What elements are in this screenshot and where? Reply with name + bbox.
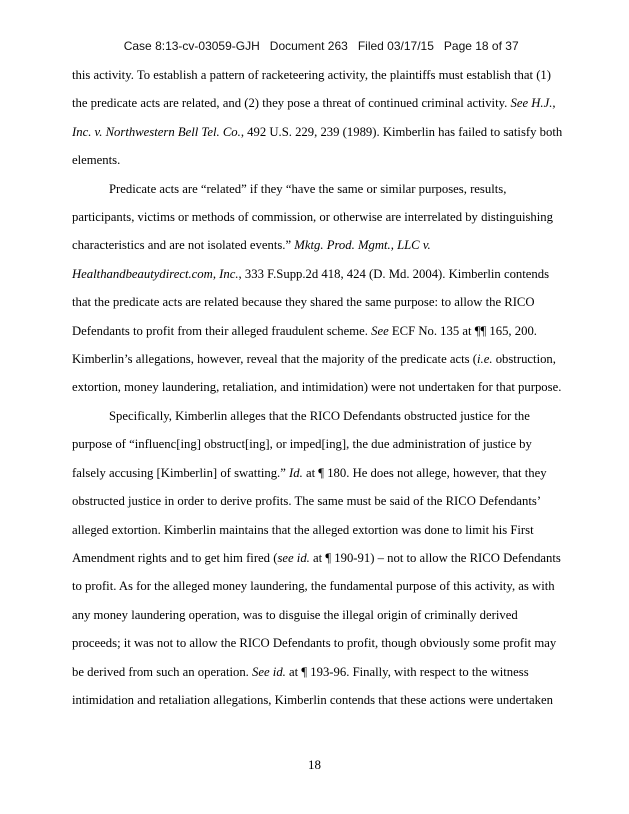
text-line — [72, 629, 564, 657]
text-segment: any money laundering operation, was to disguise the illegal origin of criminally derived — [72, 607, 518, 622]
text-segment: this activity. To establish a pattern of racketeering activity, the plaintiffs must establish that (1) — [72, 68, 551, 82]
text-line — [72, 288, 564, 316]
text-segment: the predicate acts are related, and (2) they pose a threat of continued criminal activity. — [72, 96, 511, 111]
text-segment: See H.J., — [510, 96, 556, 111]
text-segment: obstructed justice in order to derive profits. The same must be said of the RICO Defendants’ — [72, 494, 542, 509]
text-segment: See — [371, 323, 389, 338]
text-line — [72, 175, 564, 203]
text-line — [72, 430, 564, 458]
text-segment: Defendants to profit from their alleged fraudulent scheme. — [72, 323, 372, 338]
page-number: 18 — [308, 757, 321, 772]
text-segment: Mktg. Prod. Mgmt., LLC v. — [294, 238, 431, 253]
text-line — [72, 373, 564, 401]
text-line — [72, 203, 564, 231]
text-line — [72, 260, 564, 288]
text-segment: proceeds; it was not to allow the RICO Defendants to profit, though obviously some profit may — [72, 636, 557, 651]
text-line — [72, 658, 564, 686]
text-line — [72, 118, 564, 146]
text-segment: i.e. — [477, 352, 493, 367]
text-line — [72, 231, 564, 259]
document-body — [72, 61, 564, 714]
text-segment: purpose of “influenc[ing] obstruct[ing], or imped[ing], the due administration of justice by — [72, 437, 532, 452]
case-header-text: Case 8:13-cv-03059-GJH Document 263 Filed 03/17/15 Page 18 of 37 — [123, 39, 519, 53]
text-line — [72, 402, 564, 430]
text-segment: elements. — [72, 153, 121, 168]
text-line — [72, 544, 564, 572]
text-segment: , 333 F.Supp.2d 418, 424 (D. Md. 2004). Kimberlin contends — [238, 266, 550, 281]
text-segment: intimidation and retaliation allegations, Kimberlin contends that these actions were undertaken — [72, 692, 553, 707]
text-line — [72, 516, 564, 544]
page-footer — [0, 757, 629, 773]
text-segment: Predicate acts are “related” if they “have the same or similar purposes, results, — [109, 181, 507, 196]
text-segment: participants, victims or methods of commission, or otherwise are interrelated by distinguishing — [72, 210, 553, 225]
text-segment: Healthandbeautydirect.com, Inc. — [72, 266, 239, 281]
text-segment: See id. — [252, 664, 286, 679]
text-line — [72, 317, 564, 345]
text-line — [72, 601, 564, 629]
text-line — [72, 686, 564, 714]
text-segment: Kimberlin’s allegations, however, reveal that the majority of the predicate acts ( — [72, 352, 477, 367]
text-segment: Specifically, Kimberlin alleges that the RICO Defendants obstructed justice for the — [109, 408, 530, 423]
text-segment: obstruction, — [492, 352, 556, 367]
text-segment: Id. — [289, 465, 303, 480]
text-line — [72, 345, 564, 373]
text-segment: see id. — [277, 550, 310, 565]
text-segment: Amendment rights and to get him fired ( — [72, 550, 278, 565]
text-segment: that the predicate acts are related because they shared the same purpose: to allow the RICO — [72, 295, 535, 310]
text-segment: at ¶ 180. He does not allege, however, that they — [302, 465, 547, 480]
text-line — [72, 89, 564, 117]
text-line — [72, 572, 564, 600]
text-segment: , 492 U.S. 229, 239 (1989). Kimberlin has failed to satisfy both — [240, 124, 563, 139]
text-segment: be derived from such an operation. — [72, 664, 253, 679]
text-segment: at ¶ 190-91) – not to allow the RICO Defendants — [309, 550, 561, 565]
text-line — [72, 61, 564, 89]
text-segment: Inc. v. Northwestern Bell Tel. Co. — [72, 124, 241, 139]
text-segment: ECF No. 135 at ¶¶ 165, 200. — [388, 323, 537, 338]
text-segment: characteristics and are not isolated events.” — [72, 238, 295, 253]
text-line — [72, 487, 564, 515]
text-line — [72, 146, 564, 174]
text-segment: extortion, money laundering, retaliation, and intimidation) were not undertaken for that purpose. — [72, 380, 562, 395]
text-segment: to profit. As for the alleged money laundering, the fundamental purpose of this activity, as with — [72, 579, 555, 594]
text-line — [72, 459, 564, 487]
text-segment: at ¶ 193-96. Finally, with respect to the witness — [285, 664, 529, 679]
text-segment: alleged extortion. Kimberlin maintains that the alleged extortion was done to limit his First — [72, 522, 534, 537]
text-segment: falsely accusing [Kimberlin] of swatting.” — [72, 465, 290, 480]
